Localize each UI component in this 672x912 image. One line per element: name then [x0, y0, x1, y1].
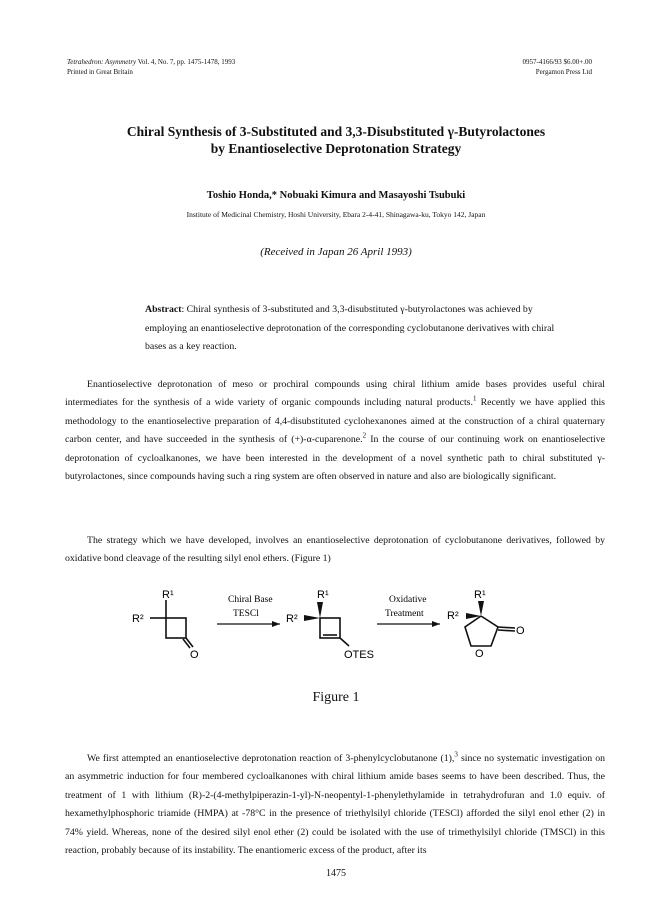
paragraph-1 — [65, 376, 605, 486]
figure-caption: Figure 1 — [312, 690, 360, 705]
affiliation: Institute of Medicinal Chemistry, Hoshi University, Ebara 2-4-41, Shinagawa-ku, Tokyo 142, Japan — [186, 210, 486, 219]
journal-citation: Vol. 4, No. 7, pp. 1475-1478, 1993 — [136, 58, 236, 66]
title-line-1: Chiral Synthesis of 3-Substituted and 3,3-Disubstituted γ-Butyrolactones — [126, 124, 546, 139]
p3-text-a: We first attempted an enantioselective deprotonation reaction of 3-phenylcyclobutanone (1), — [87, 753, 455, 764]
cyclobutanone-structure — [150, 600, 193, 648]
abstract-text: : Chiral synthesis of 3-substituted and 3,3-disubstituted γ-butyrolactones was achieved by employing an enantioselective deprotonation of the corresponding cyclobutanone derivatives with chiral bases as a key reaction. — [145, 304, 555, 352]
wedge-bond-r1 — [317, 602, 323, 618]
paragraph-2: The strategy which we have developed, involves an enantioselective deprotonation of cyclobutanone derivatives, followed by oxidative bond cleavage of the resulting silyl enol ethers. (Figure 1) — [65, 535, 605, 565]
step2-line-2: Treatment — [385, 609, 424, 619]
figure-1-scheme — [120, 586, 560, 681]
step1-additive: TESCl — [233, 609, 259, 619]
journal-header-left — [67, 57, 235, 77]
wedge-bond-r2 — [304, 615, 320, 621]
abstract — [145, 301, 555, 357]
wedge-bond-r1-lactone — [478, 601, 484, 616]
arrowhead-2 — [432, 621, 440, 627]
journal-name: Tetrahedron: Asymmetry — [67, 58, 137, 66]
step1-reagent: Chiral Base — [228, 595, 273, 605]
journal-header-right — [523, 57, 592, 77]
r1-label-3: R¹ — [474, 589, 486, 601]
r2-label-3: R² — [447, 610, 459, 622]
otes-label: OTES — [344, 649, 374, 661]
r2-label-2: R² — [286, 613, 298, 625]
r1-label-2: R¹ — [317, 589, 329, 601]
ring-o-label: O — [475, 648, 484, 660]
carbonyl-o-label: O — [516, 625, 525, 637]
received-date: (Received in Japan 26 April 1993) — [260, 246, 412, 258]
printed-in: Printed in Great Britain — [67, 68, 133, 76]
p1-text-b: Recently we have applied this methodology to the enantioselective preparation of 4,4-disubstituted cyclohexanones aimed at the construction of a chiral quaternary carbon center, and have succeeded in the synthesis of (+)-α-cuparenone. — [65, 397, 605, 446]
paragraph-3 — [65, 750, 605, 860]
r1-label-1: R¹ — [162, 589, 174, 601]
r2-label-1: R² — [132, 613, 144, 625]
paper-title — [0, 123, 672, 157]
ketone-o-label: O — [190, 649, 199, 661]
ref-2: 2 — [362, 431, 367, 440]
p3-text-b: since no systematic investigation on an asymmetric induction for four membered cycloalkanones with chiral lithium amide bases seems to have been described. Thus, the treatment of 1 with lithium (R)-2-(4-methylpiperazin-1-yl)-N-neopentyl-1-phenylethylamide in tetrahydrofuran and 1.0 equiv. of hexamethylphosphoric triamide (HMPA) at -78°C in the presence of triethylsilyl chloride (TESCl) afforded the silyl enol ether (2) in 74% yield. Whereas, none of the desired silyl enol ether (2) could be isolated with the use of trimethylsilyl chloride (TMSCl) in this reaction, probably because of its instability. The enantiomeric excess of the product, after its — [65, 753, 606, 857]
ref-1: 1 — [472, 395, 477, 404]
silyl-enol-ether-structure — [320, 618, 349, 646]
butyrolactone-structure — [465, 616, 515, 646]
abstract-label: Abstract — [145, 304, 182, 315]
title-line-2: by Enantioselective Deprotonation Strategy — [210, 141, 462, 156]
p1-text-c: In the course of our continuing work on enantioselective deprotonation of cycloalkanones, we have been interested in the development of a novel synthetic path to chiral substituted γ-butyrolactones, since compounds having such a ring system are often observed in nature and also are biologically significant. — [65, 434, 605, 483]
publisher: Pergamon Press Ltd — [535, 68, 592, 76]
issn: 0957-4166/93 $6.00+.00 — [522, 58, 592, 66]
step2-line-1: Oxidative — [389, 595, 427, 605]
authors: Toshio Honda,* Nobuaki Kimura and Masayoshi Tsubuki — [206, 190, 466, 201]
ref-3: 3 — [454, 750, 458, 759]
p1-text-a: Enantioselective deprotonation of meso or prochiral compounds using chiral lithium amide bases provides useful chiral intermediates for the synthesis of a wide variety of organic compounds including natural products. — [65, 379, 605, 409]
page-number: 1475 — [326, 868, 346, 879]
arrowhead-1 — [272, 621, 280, 627]
